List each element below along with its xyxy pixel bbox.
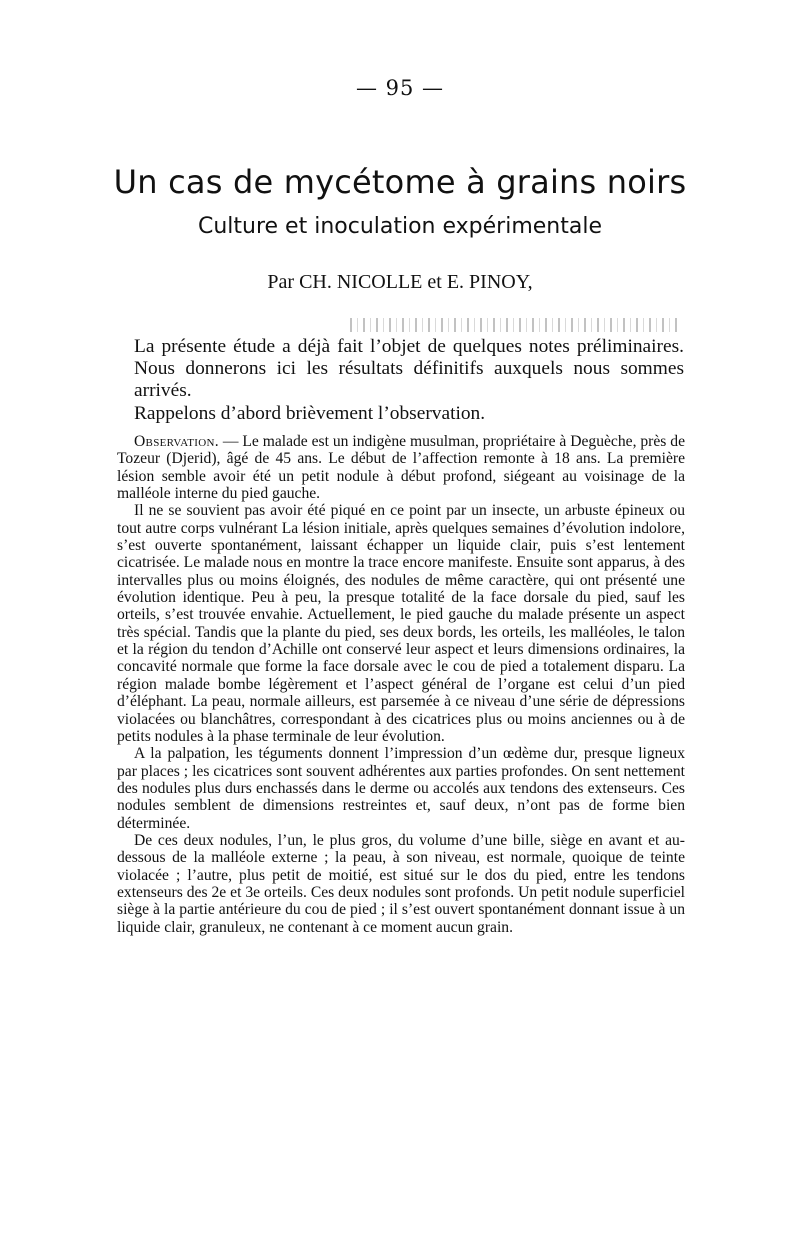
introduction — [134, 336, 684, 425]
intro-paragraph: Rappelons d’abord brièvement l’observation. — [134, 402, 486, 424]
page-number: — 95 — — [355, 76, 445, 100]
intro-paragraph: La présente étude a déjà fait l’objet de quelques notes préliminaires. Nous donnerons ici les résultats définitifs auxquels nous sommes arrivés. — [134, 336, 684, 402]
body-paragraph: Il ne se souvient pas avoir été piqué en ce point par un insecte, un arbuste épineux ou tout autre corps vulnérant La lésion initiale, après quelques semaines d’évolution indolore, s’est ouverte spontanément, laissant échapper un liquide clair, puis s’est lentement cicatrisée. Le malade nous en montre la trace encore manifeste. Ensuite sont apparus, à des intervalles plus ou moins éloignés, des nodules de même caractère, qui ont présenté une évolution identique. Peu à peu, la presque totalité de la face dorsale du pied, sauf les orteils, s’est trouvée envahie. Actuellement, le pied gauche du malade présente un aspect très spécial. Tandis que la plante du pied, ses deux bords, les orteils, les malléoles, le talon et la région du tendon d’Achille ont conservé leur aspect et leurs dimensions ordinaires, la concavité normale que forme la face dorsale avec le cou de pied a totalement disparu. La région malade bombe légèrement et l’aspect général de l’organe est celui d’un pied d’éléphant. La peau, normale ailleurs, est parsemée à ce niveau d’une série de dépressions violacées ou blanchâtres, correspondant à des cicatrices plus ou moins anciennes ou à de petits nodules à la phase terminale de leur évolution. — [117, 502, 685, 745]
author-byline: Par CH. NICOLLE et E. PINOY, — [267, 271, 533, 293]
article-body — [117, 433, 685, 936]
observation-text: — Le malade est un indigène musulman, propriétaire à Deguèche, près de Tozeur (Djerid), âgé de 45 ans. Le début de l’affection remonte à 18 ans. La première lésion semble avoir été un petit nodule à début profond, siégeant au voisinage de la malléole interne du pied gauche. — [117, 433, 685, 503]
body-paragraph: De ces deux nodules, l’un, le plus gros, du volume d’une bille, siège en avant et au-dessous de la malléole externe ; la peau, à son niveau, est normale, quoique de teinte violacée ; l’autre, plus petit de moitié, est situé sur le dos du pied, entre les tendons extenseurs des 2e et 3e orteils. Ces deux nodules sont profonds. Un petit nodule superficiel siège à la partie antérieure du cou de pied ; il s’est ouvert spontanément donnant issue à un liquide clair, granuleux, ne contenant à ce moment aucun grain. — [117, 831, 685, 936]
observation-label: Observation. — [134, 433, 219, 450]
observation-paragraph — [117, 433, 685, 502]
article-subtitle: Culture et inoculation expérimentale — [197, 214, 602, 239]
body-paragraph: A la palpation, les téguments donnent l’impression d’un œdème dur, presque ligneux par places ; les cicatrices sont souvent adhérentes aux parties profondes. On sent nettement des nodules plus durs enchassés dans le derme ou accolés aux tendons des extenseurs. Ces nodules semblent de dimensions restreintes et, sauf deux, n’ont pas de forme bien déterminée. — [117, 745, 685, 832]
print-smudge — [350, 318, 680, 332]
article-title: Un cas de mycétome à grains noirs — [113, 163, 687, 201]
